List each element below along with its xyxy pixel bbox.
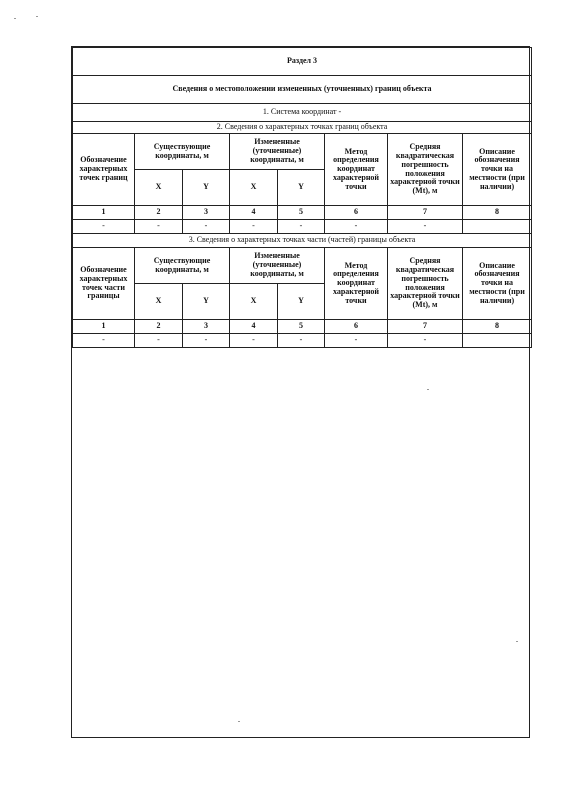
column-number: 7 (388, 206, 463, 220)
header-accuracy: Средняя квадратическая погрешность положения характерной точки (Mt), м (388, 134, 463, 206)
header-x-changed: X (230, 170, 278, 206)
scan-speck (516, 641, 518, 642)
table-cell: - (325, 334, 388, 348)
column-number: 4 (230, 320, 278, 334)
boundary-points-label: 2. Сведения о характерных точках границ объекта (73, 122, 532, 134)
header-x-existing: X (135, 284, 183, 320)
column-number: 1 (73, 320, 135, 334)
table-cell: - (183, 334, 230, 348)
header-designation: Обозначение характерных точек границ (73, 134, 135, 206)
table-row (73, 220, 532, 234)
table-cell (463, 334, 532, 348)
part-boundary-points-label: 3. Сведения о характерных точках части (частей) границы объекта (73, 234, 532, 248)
header-y-changed: Y (278, 170, 325, 206)
coordinate-system-label: 1. Система координат - (73, 104, 532, 122)
header-existing-coords: Существующие координаты, м (135, 248, 230, 284)
header-y-existing: Y (183, 284, 230, 320)
table-cell: - (230, 334, 278, 348)
column-number: 4 (230, 206, 278, 220)
column-number-row (73, 320, 532, 334)
column-number: 6 (325, 206, 388, 220)
section-title: Раздел 3 (73, 48, 532, 76)
table-cell: - (230, 220, 278, 234)
scan-speck (427, 389, 429, 390)
table-cell: - (135, 220, 183, 234)
scan-speck (14, 18, 16, 19)
header-accuracy: Средняя квадратическая погрешность положения характерной точки (Mt), м (388, 248, 463, 320)
header-changed-coords: Измененные (уточненные) координаты, м (230, 134, 325, 170)
header-description: Описание обозначения точки на местности (при наличии) (463, 248, 532, 320)
table-cell: - (73, 334, 135, 348)
table-cell: - (135, 334, 183, 348)
table-row (73, 334, 532, 348)
header-designation: Обозначение характерных точек части границы (73, 248, 135, 320)
table-cell: - (183, 220, 230, 234)
column-number: 8 (463, 206, 532, 220)
column-number: 1 (73, 206, 135, 220)
table-cell: - (388, 220, 463, 234)
section-3-table (72, 47, 532, 348)
header-y-changed: Y (278, 284, 325, 320)
column-number: 3 (183, 320, 230, 334)
table-cell: - (278, 334, 325, 348)
scan-speck (238, 721, 240, 722)
column-number: 5 (278, 206, 325, 220)
header-x-changed: X (230, 284, 278, 320)
column-number: 8 (463, 320, 532, 334)
column-number: 7 (388, 320, 463, 334)
header-x-existing: X (135, 170, 183, 206)
table-cell (463, 220, 532, 234)
column-number: 5 (278, 320, 325, 334)
column-number: 6 (325, 320, 388, 334)
header-existing-coords: Существующие координаты, м (135, 134, 230, 170)
column-number: 2 (135, 320, 183, 334)
table-cell: - (325, 220, 388, 234)
document-page (71, 46, 530, 738)
table-cell: - (73, 220, 135, 234)
header-method: Метод определения координат характерной точки (325, 248, 388, 320)
column-number: 2 (135, 206, 183, 220)
header-y-existing: Y (183, 170, 230, 206)
column-number: 3 (183, 206, 230, 220)
header-description: Описание обозначения точки на местности (при наличии) (463, 134, 532, 206)
section-subtitle: Сведения о местоположении измененных (уточненных) границ объекта (73, 76, 532, 104)
column-number-row (73, 206, 532, 220)
table-cell: - (388, 334, 463, 348)
header-changed-coords: Измененные (уточненные) координаты, м (230, 248, 325, 284)
scan-speck (36, 16, 38, 17)
table-cell: - (278, 220, 325, 234)
header-method: Метод определения координат характерной точки (325, 134, 388, 206)
